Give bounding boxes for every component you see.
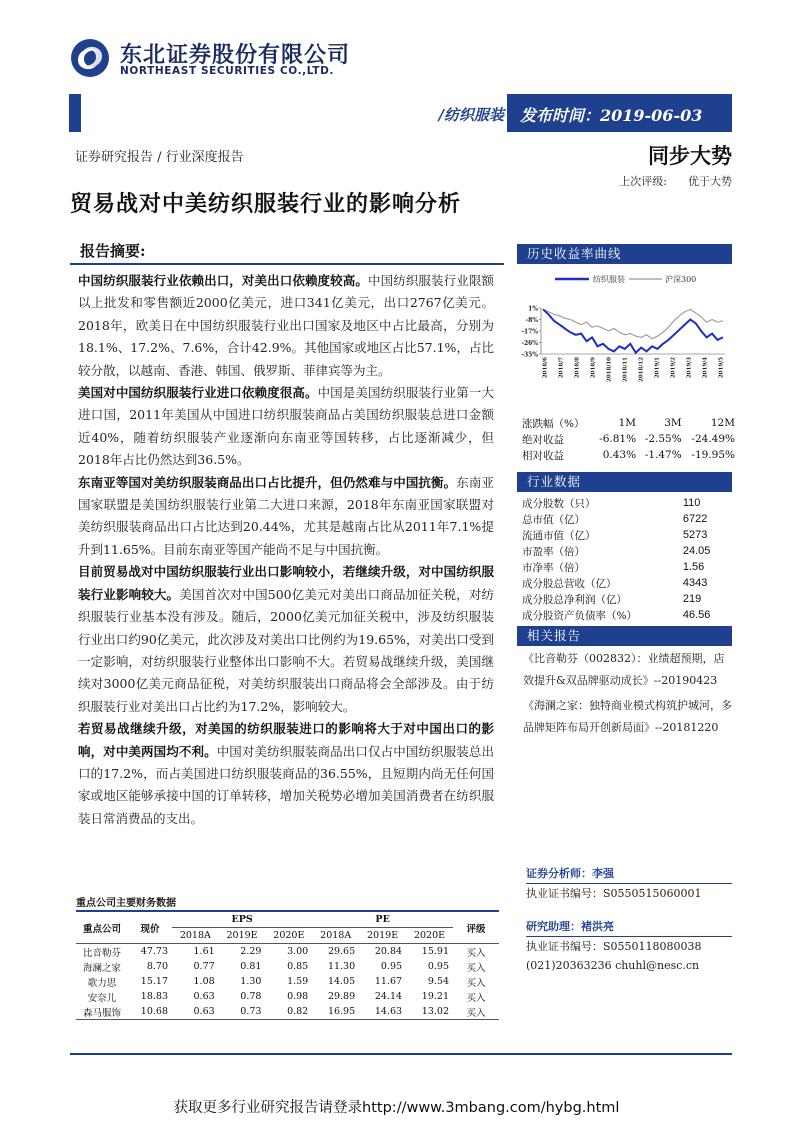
price-cell: 47.73 <box>140 946 168 957</box>
analyst-label: 证券分析师： <box>526 867 592 880</box>
report-type: 证券研究报告 / 行业深度报告 <box>75 150 244 165</box>
legend-sector-label: 纺织服装 <box>593 275 625 284</box>
pe-cell: 0.95 <box>427 961 449 972</box>
price-cell: 8.70 <box>146 961 168 972</box>
pe-cell: 11.30 <box>327 961 356 972</box>
col-pe: PE <box>312 911 453 928</box>
industry-value: 46.56 <box>682 609 711 621</box>
eps-cell: 0.77 <box>193 961 215 972</box>
perf-value: -2.55% <box>644 433 682 445</box>
perf-value: -19.95% <box>691 449 735 461</box>
paragraph-lead: 东南亚等国对美纺织服装商品出口占比提升，但仍然难与中国抗衡。 <box>78 474 457 490</box>
industry-data-header: 行业数据 <box>517 472 732 492</box>
industry-data-table <box>522 495 722 623</box>
pe-cell: 13.02 <box>406 1004 453 1020</box>
perf-value: -24.49% <box>691 433 735 445</box>
financial-table-title: 重点公司主要财务数据 <box>76 898 176 909</box>
paragraph-body: 东南亚国家联盟是美国纺织服装行业第二大进口来源，2018年东南亚国家联盟对美纺织服装商品出口占比达到20.44%，尤其是越南占比从2011年7.1%提升到11.65%。目前东南亚等国产能尚不足与中国抗衡。 <box>78 474 494 557</box>
col-year: 2020E <box>265 928 312 944</box>
perf-value: 0.43% <box>602 449 637 461</box>
col-rating: 评级 <box>453 911 499 944</box>
paragraph-lead: 目前贸易战对中国纺织服装行业出口影响较小，若继续升级，对中国纺织服装行业影响较大。 <box>78 564 494 602</box>
financial-table <box>76 910 499 1020</box>
summary-paragraph <box>78 270 494 382</box>
eps-cell: 0.63 <box>172 1004 219 1020</box>
previous-rating-value: 优于大势 <box>688 175 732 188</box>
perf-label: 相对收益 <box>522 449 564 462</box>
industry-value: 6722 <box>682 513 708 525</box>
performance-table <box>522 415 738 463</box>
fin-row <box>76 974 499 989</box>
x-tick-label: 2019/1 <box>654 357 661 379</box>
x-tick-label: 2019/3 <box>686 357 693 379</box>
col-company: 重点公司 <box>76 911 128 944</box>
price-cell: 15.17 <box>140 976 168 987</box>
industry-value: 5273 <box>682 529 708 541</box>
x-tick-label: 2018/9 <box>590 357 597 379</box>
return-chart <box>517 266 732 390</box>
pe-cell: 16.95 <box>312 1004 359 1020</box>
industry-label: 成分股总净利润（亿） <box>522 593 627 606</box>
eps-cell: 0.78 <box>240 991 262 1002</box>
pe-cell: 9.54 <box>427 976 449 987</box>
footer-link[interactable]: 获取更多行业研究报告请登录http://www.3mbang.com/hybg.html <box>173 1100 620 1116</box>
pe-cell: 29.65 <box>327 946 356 957</box>
price-cell: 18.83 <box>140 991 168 1002</box>
series-line-sector <box>543 309 723 352</box>
pe-cell: 24.14 <box>374 991 403 1002</box>
x-tick-label: 2019/4 <box>702 357 709 379</box>
price-cell: 10.68 <box>128 1004 172 1020</box>
eps-cell: 2.29 <box>240 946 262 957</box>
y-tick-label: -8% <box>525 317 538 324</box>
industry-value: 110 <box>682 497 701 509</box>
col-year: 2019E <box>219 928 266 944</box>
y-tick-label: -17% <box>521 328 538 336</box>
summary-body <box>78 270 494 830</box>
col-eps: EPS <box>172 911 312 928</box>
analyst-block <box>526 864 732 903</box>
analyst-line <box>526 864 732 883</box>
paragraph-body: 中国对美纺织服装商品出口仅占中国纺织服装总出口的17.2%，而占美国进口纺织服装商品的36.55%，且短期内尚无任何国家或地区能够承接中国的订单转移，增加关税势必增加美国消费者在纺织服装日常消费品的支出。 <box>78 743 494 826</box>
assistant-line <box>526 917 732 936</box>
pe-cell: 19.21 <box>421 991 449 1002</box>
related-reports <box>523 648 733 742</box>
perf-header: 1M <box>618 417 637 429</box>
previous-rating <box>570 173 732 189</box>
rating-cell: 买入 <box>453 1004 499 1020</box>
pe-cell: 11.67 <box>374 976 403 987</box>
related-report-link[interactable]: 《比音勒芬（002832）：业绩超预期，店效提升&双品牌驱动成长》--20190423 <box>523 652 725 687</box>
assistant-contact: (021)20363236 chuhl@nesc.cn <box>526 959 700 972</box>
pe-cell: 14.63 <box>359 1004 406 1020</box>
summary-divider <box>70 263 504 265</box>
industry-value: 1.56 <box>682 561 705 573</box>
pe-cell: 0.95 <box>380 961 403 972</box>
previous-rating-label: 上次评级: <box>619 175 668 188</box>
pe-cell: 29.89 <box>327 991 356 1002</box>
perf-header: 涨跌幅（%） <box>522 417 585 430</box>
industry-label: 流通市值（亿） <box>522 529 596 542</box>
industry-label: 成分股总营收（亿） <box>522 577 617 590</box>
fin-row <box>76 989 499 1004</box>
col-year: 2020E <box>406 928 453 944</box>
x-tick-label: 2018/7 <box>558 357 565 379</box>
company-cell: 安奈儿 <box>87 992 117 1004</box>
industry-label: 成分股资产负债率（%） <box>522 609 637 622</box>
report-title: 贸易战对中美纺织服装行业的影响分析 <box>70 191 462 217</box>
y-tick-label: -35% <box>521 351 538 359</box>
industry-value: 24.05 <box>682 545 711 557</box>
history-section-header: 历史收益率曲线 <box>517 244 732 264</box>
assistant-name: 褚洪亮 <box>581 920 614 933</box>
assistant-block <box>526 917 732 975</box>
eps-cell: 1.59 <box>287 976 309 987</box>
industry-value: 4343 <box>682 577 708 589</box>
summary-paragraph <box>78 718 494 830</box>
assistant-label: 研究助理： <box>526 920 581 933</box>
summary-paragraph <box>78 561 494 718</box>
x-tick-label: 2018/6 <box>542 357 549 379</box>
company-name-en: NORTHEAST SECURITIES CO.,LTD. <box>120 65 334 77</box>
related-report-link[interactable]: 《海澜之家：独特商业模式构筑护城河，多品牌矩阵布局开创新局面》--20181220 <box>523 699 732 734</box>
eps-cell: 0.73 <box>219 1004 266 1020</box>
summary-paragraph <box>78 472 494 562</box>
fin-row <box>76 944 499 960</box>
eps-cell: 1.61 <box>193 946 215 957</box>
company-cell: 比音勒芬 <box>82 947 121 959</box>
col-price: 现价 <box>128 911 172 944</box>
x-tick-label: 2019/2 <box>670 357 677 379</box>
paragraph-lead: 美国对中国纺织服装行业进口依赖度很高。 <box>78 385 318 401</box>
rating-cell: 买入 <box>466 977 486 989</box>
pe-cell: 15.91 <box>421 946 449 957</box>
fin-row <box>76 1004 499 1020</box>
industry-rating: 同步大势 <box>648 143 732 168</box>
legend-index-label: 沪深300 <box>665 275 697 284</box>
analyst-info <box>526 864 732 989</box>
related-reports-header: 相关报告 <box>517 626 732 646</box>
industry-label: 总市值（亿） <box>522 513 585 526</box>
analyst-name: 李强 <box>592 867 614 880</box>
eps-cell: 0.81 <box>240 961 262 972</box>
assistant-cert: 执业证书编号：S0550118080038 <box>526 940 702 953</box>
paragraph-lead: 若贸易战继续升级，对美国的纺织服装进口的影响将大于对中国出口的影响，对中美两国均不利。 <box>78 721 494 759</box>
company-cell: 海澜之家 <box>82 962 121 974</box>
eps-cell: 1.30 <box>240 976 262 987</box>
perf-header: 3M <box>664 417 682 429</box>
col-year: 2018A <box>312 928 359 944</box>
summary-paragraph <box>78 382 494 472</box>
x-tick-label: 2018/8 <box>574 357 581 379</box>
header-banner-edge <box>69 94 81 132</box>
eps-cell: 0.98 <box>287 991 309 1002</box>
perf-header: 12M <box>710 417 735 429</box>
perf-value: -6.81% <box>599 433 637 445</box>
col-year: 2018A <box>172 928 219 944</box>
x-tick-label: 2018/11 <box>622 357 629 382</box>
rating-cell: 买入 <box>466 947 486 959</box>
eps-cell: 0.63 <box>193 991 215 1002</box>
company-name-cn: 东北证券股份有限公司 <box>120 43 351 68</box>
x-tick-label: 2018/12 <box>638 357 645 382</box>
perf-label: 绝对收益 <box>522 433 564 446</box>
industry-label: 成分股数（只） <box>522 497 596 510</box>
col-year: 2019E <box>359 928 406 944</box>
industry-label: 市盈率（倍） <box>522 545 585 558</box>
x-tick-label: 2019/5 <box>718 357 725 379</box>
summary-heading: 报告摘要: <box>80 242 146 260</box>
eps-cell: 0.85 <box>287 961 309 972</box>
company-logo-icon <box>70 38 110 78</box>
eps-cell: 1.08 <box>193 976 215 987</box>
analyst-cert: 执业证书编号：S0550515060001 <box>526 887 702 900</box>
publish-date: 发布时间：2019-06-03 <box>520 106 703 125</box>
eps-cell: 0.82 <box>265 1004 312 1020</box>
paragraph-body: 中国纺织服装行业限额以上批发和零售额近2000亿美元，进口341亿美元，出口2767亿美元。2018年，欧美日在中国纺织服装行业出口国家及地区中占比最高，分别为18.1%、17.2%、7.6%，合计42.9%。其他国家或地区占比57.1%，占比较分散，以越南、香港、韩国、俄罗斯、菲律宾等为主。 <box>78 273 494 378</box>
paragraph-body: 美国首次对中国500亿美元对美出口商品加征关税，对纺织服装行业基本没有涉及。随后，2000亿美元加征关税中，涉及纺织服装行业出口约90亿美元，此次涉及对美出口比例约为19.65%，对美出口受到一定影响，对纺织服装行业整体出口影响不大。若贸易战继续升级，美国继续对3000亿美元商品征税，对美纺织服装出口商品将会全部涉及。由于纺织服装行业对美出口占比约为17.2%，影响较大。 <box>78 586 494 714</box>
paragraph-body: 中国是美国纺织服装行业第一大进口国，2011年美国从中国进口纺织服装商品占美国纺织服装总进口金额近40%，随着纺织服装产业逐渐向东南亚等国转移，占比逐渐减少，但2018年占比仍然达到36.5%。 <box>78 385 494 468</box>
industry-label: 市净率（倍） <box>522 561 585 574</box>
x-tick-label: 2018/10 <box>606 357 613 382</box>
fin-row <box>76 959 499 974</box>
company-cell: 歌力思 <box>87 977 117 989</box>
paragraph-lead: 中国纺织服装行业依赖出口，对美出口依赖度较高。 <box>78 273 368 288</box>
bottom-divider <box>70 1053 732 1055</box>
company-cell: 森马服饰 <box>76 1004 128 1020</box>
industry-value: 219 <box>682 593 702 605</box>
eps-cell: 3.00 <box>287 946 309 957</box>
rating-cell: 买入 <box>466 962 486 974</box>
sector-label: /纺织服装 <box>438 106 504 124</box>
rating-cell: 买入 <box>466 992 486 1004</box>
perf-value: -1.47% <box>644 449 682 461</box>
y-tick-label: 1% <box>528 305 538 313</box>
pe-cell: 14.05 <box>327 976 356 987</box>
y-tick-label: -26% <box>521 340 538 347</box>
pe-cell: 20.84 <box>374 946 403 957</box>
